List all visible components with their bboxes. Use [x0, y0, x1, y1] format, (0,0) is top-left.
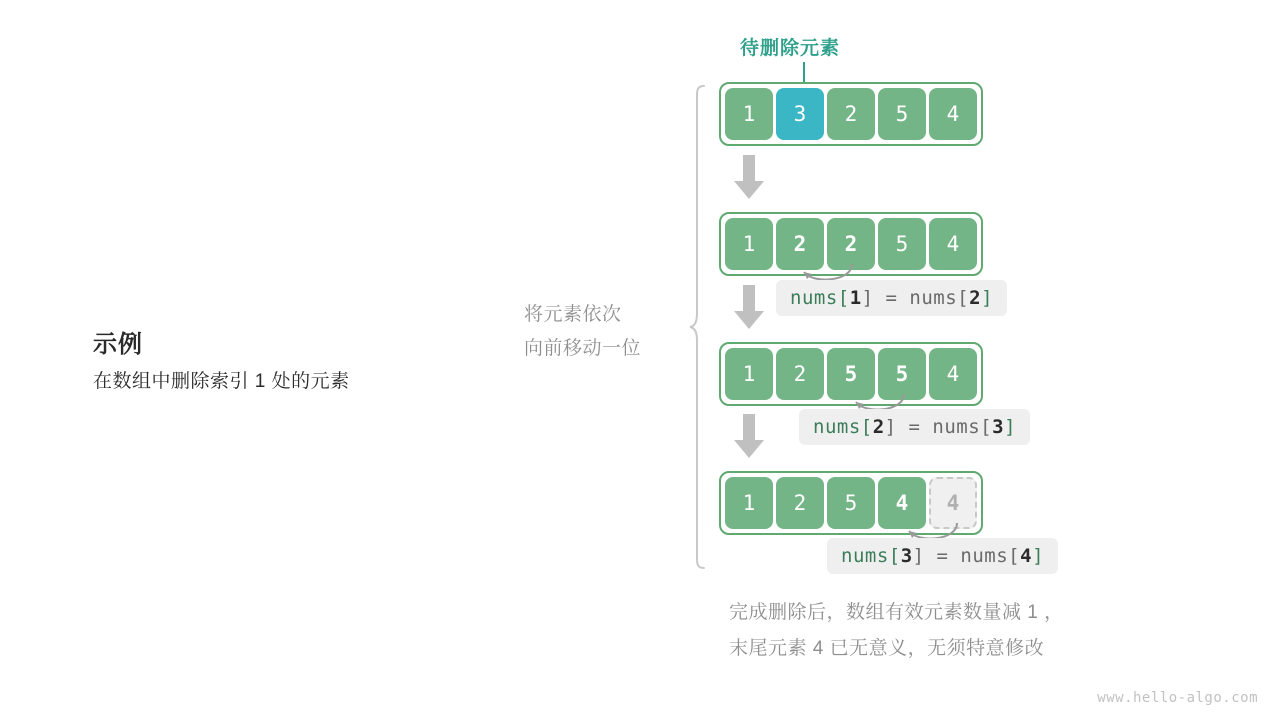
middle-annotation-line1: 将元素依次 — [524, 304, 622, 325]
down-arrow-icon — [734, 155, 764, 199]
code-suffix: ] — [981, 287, 994, 309]
group-brace-icon — [688, 84, 706, 570]
code-assign-1 — [776, 280, 1007, 316]
array-cell: 4 — [929, 348, 977, 400]
watermark: www.hello-algo.com — [1097, 690, 1258, 706]
code-prefix: nums[ — [790, 287, 850, 309]
array-cell: 2 — [776, 348, 824, 400]
array-cell: 1 — [725, 218, 773, 270]
array-initial — [719, 82, 983, 146]
code-suffix: ] — [1032, 545, 1045, 567]
middle-annotation-line2: 向前移动一位 — [524, 338, 642, 359]
code-index: 3 — [900, 545, 913, 567]
down-arrow-icon — [734, 285, 764, 329]
code-prefix: nums[ — [841, 545, 901, 567]
code-assign-2 — [799, 409, 1030, 445]
code-index: 4 — [1020, 545, 1033, 567]
code-mid: ] = nums[ — [861, 287, 970, 309]
array-cell: 5 — [878, 218, 926, 270]
array-cell: 3 — [776, 88, 824, 140]
code-index: 3 — [992, 416, 1005, 438]
code-index: 1 — [849, 287, 862, 309]
array-cell: 5 — [878, 348, 926, 400]
bottom-annotation-line2: 末尾元素 4 已无意义，无须特意修改 — [729, 638, 1045, 659]
array-cell: 5 — [878, 88, 926, 140]
page-title: 示例 — [93, 331, 143, 358]
array-cell: 2 — [827, 218, 875, 270]
array-cell: 1 — [725, 348, 773, 400]
code-prefix: nums[ — [813, 416, 873, 438]
middle-annotation — [524, 298, 641, 366]
code-mid: ] = nums[ — [884, 416, 993, 438]
bottom-annotation — [729, 595, 1064, 667]
array-cell: 1 — [725, 88, 773, 140]
array-cell: 4 — [929, 218, 977, 270]
array-cell: 5 — [827, 348, 875, 400]
array-cell: 2 — [776, 477, 824, 529]
array-cell-invalid: 4 — [929, 477, 977, 529]
code-index: 2 — [969, 287, 982, 309]
array-cell: 2 — [776, 218, 824, 270]
code-suffix: ] — [1004, 416, 1017, 438]
code-index: 2 — [872, 416, 885, 438]
page-subtitle: 在数组中删除索引 1 处的元素 — [93, 371, 350, 392]
code-assign-3 — [827, 538, 1058, 574]
array-cell: 4 — [878, 477, 926, 529]
down-arrow-icon — [734, 414, 764, 458]
array-cell: 5 — [827, 477, 875, 529]
bottom-annotation-line1: 完成删除后，数组有效元素数量减 1 ， — [729, 602, 1064, 623]
code-mid: ] = nums[ — [912, 545, 1021, 567]
array-cell: 1 — [725, 477, 773, 529]
deleted-element-label: 待删除元素 — [740, 38, 841, 59]
array-cell: 2 — [827, 88, 875, 140]
array-cell: 4 — [929, 88, 977, 140]
deleted-element-pointer-icon — [803, 62, 805, 84]
